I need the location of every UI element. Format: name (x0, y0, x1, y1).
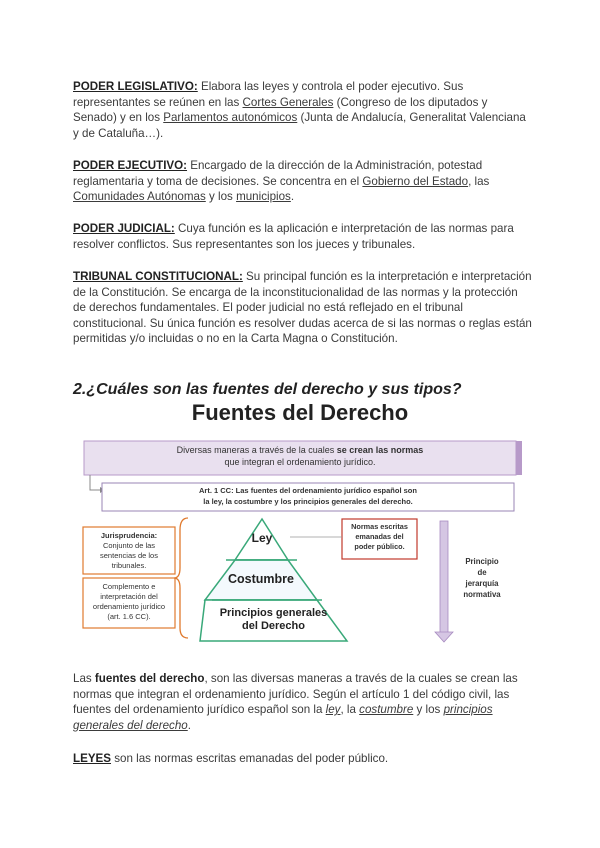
heading-judicial: PODER JUDICIAL: (73, 222, 175, 235)
link-costumbre[interactable]: costumbre (359, 703, 414, 717)
connector-line (90, 475, 100, 490)
heading-leyes: LEYES (73, 752, 112, 765)
complemento-text: Complemento e interpretación del ordenamiento jurídico (art. 1.6 CC). (92, 582, 166, 621)
link-cortes-generales[interactable]: Cortes Generales (242, 95, 334, 109)
heading-constitucional: TRIBUNAL CONSTITUCIONAL: (73, 270, 243, 283)
link-comunidades-autonomas[interactable]: Comunidades Autónomas (73, 190, 206, 204)
section-tribunal-constitucional: TRIBUNAL CONSTITUCIONAL: Su principal función es la interpretación e interpretación de la Constitución. Se encarga de la inconstitucionalidad de las normas y la protección de derechos fundamentales. El poder judicial no está reflejado en el tribunal constitucional. Su única función es resolver dudas acerca de si las normas o reglas están permitidas y/o incluidas o no en la Carta Magna o Constitución. (73, 270, 532, 346)
top-box-text: Diversas maneras a través de la cuales se crean las normas que integran el ordenamiento jurídico. (176, 445, 424, 467)
art-box-text: Art. 1 CC: Las fuentes del ordenamiento jurídico español son la ley, la costumbre y los principios generales del derecho. (199, 486, 417, 506)
left-brace (174, 518, 188, 638)
heading-ejecutivo: PODER EJECUTIVO: (73, 159, 188, 172)
link-gobierno-del-estado[interactable]: Gobierno del Estado (362, 174, 469, 188)
principio-jerarquia-text: Principio de jerarquía normativa (463, 557, 501, 599)
section-fuentes: Las fuentes del derecho, son las diversas maneras a través de la cuales se crean las normas que integran el ordenamiento jurídico. Según el artículo 1 del código civil, las fuentes del ordenamiento jurídico español son la ley, la costumbre y los principios generales del derecho. (73, 672, 518, 732)
figure-title: Fuentes del Derecho (191, 400, 409, 425)
section-poder-legislativo: PODER LEGISLATIVO: Elabora las leyes y controla el poder ejecutivo. Sus representantes se reúnen en las Cortes Generales (Congreso de los diputados y Senado) y en los Parlamentos autonómicos (Junta de Andalucía, Generalitat Valenciana y de Cataluña…). (73, 80, 526, 140)
link-municipios[interactable]: municipios (236, 190, 291, 204)
pyramid-costumbre-label: Costumbre (228, 572, 294, 586)
pyramid-principios-label: Principios generales del Derecho (219, 607, 328, 632)
section-poder-judicial: PODER JUDICIAL: Cuya función es la aplicación e interpretación de las normas para resolver conflictos. Sus representantes son los jueces y tribunales. (73, 222, 514, 251)
link-ley[interactable]: ley (325, 703, 341, 717)
top-purple-arrow-tip (516, 441, 522, 475)
heading-legislativo: PODER LEGISLATIVO: (73, 80, 198, 93)
section-leyes: LEYES son las normas escritas emanadas del poder público. (73, 752, 389, 765)
hierarchy-arrowhead (435, 632, 453, 642)
hierarchy-arrow-shaft (440, 521, 448, 634)
ley-note-text: Normas escritas emanadas del poder público. (351, 522, 408, 551)
juris-text: Jurisprudencia: Conjunto de las sentencias de los tribunales. (100, 531, 158, 570)
question-heading: 2.¿Cuáles son las fuentes del derecho y sus tipos? (73, 381, 462, 398)
section-poder-ejecutivo: PODER EJECUTIVO: Encargado de la dirección de la Administración, potestad reglamentaria y toma de decisiones. Se concentra en el Gobierno del Estado, las Comunidades Autónomas y los municipios. (73, 159, 490, 204)
link-principios-generales[interactable]: principios generales del derecho (73, 703, 493, 732)
pyramid-ley-label: Ley (251, 531, 273, 545)
link-parlamentos-autonomicos[interactable]: Parlamentos autonómicos (163, 111, 298, 125)
